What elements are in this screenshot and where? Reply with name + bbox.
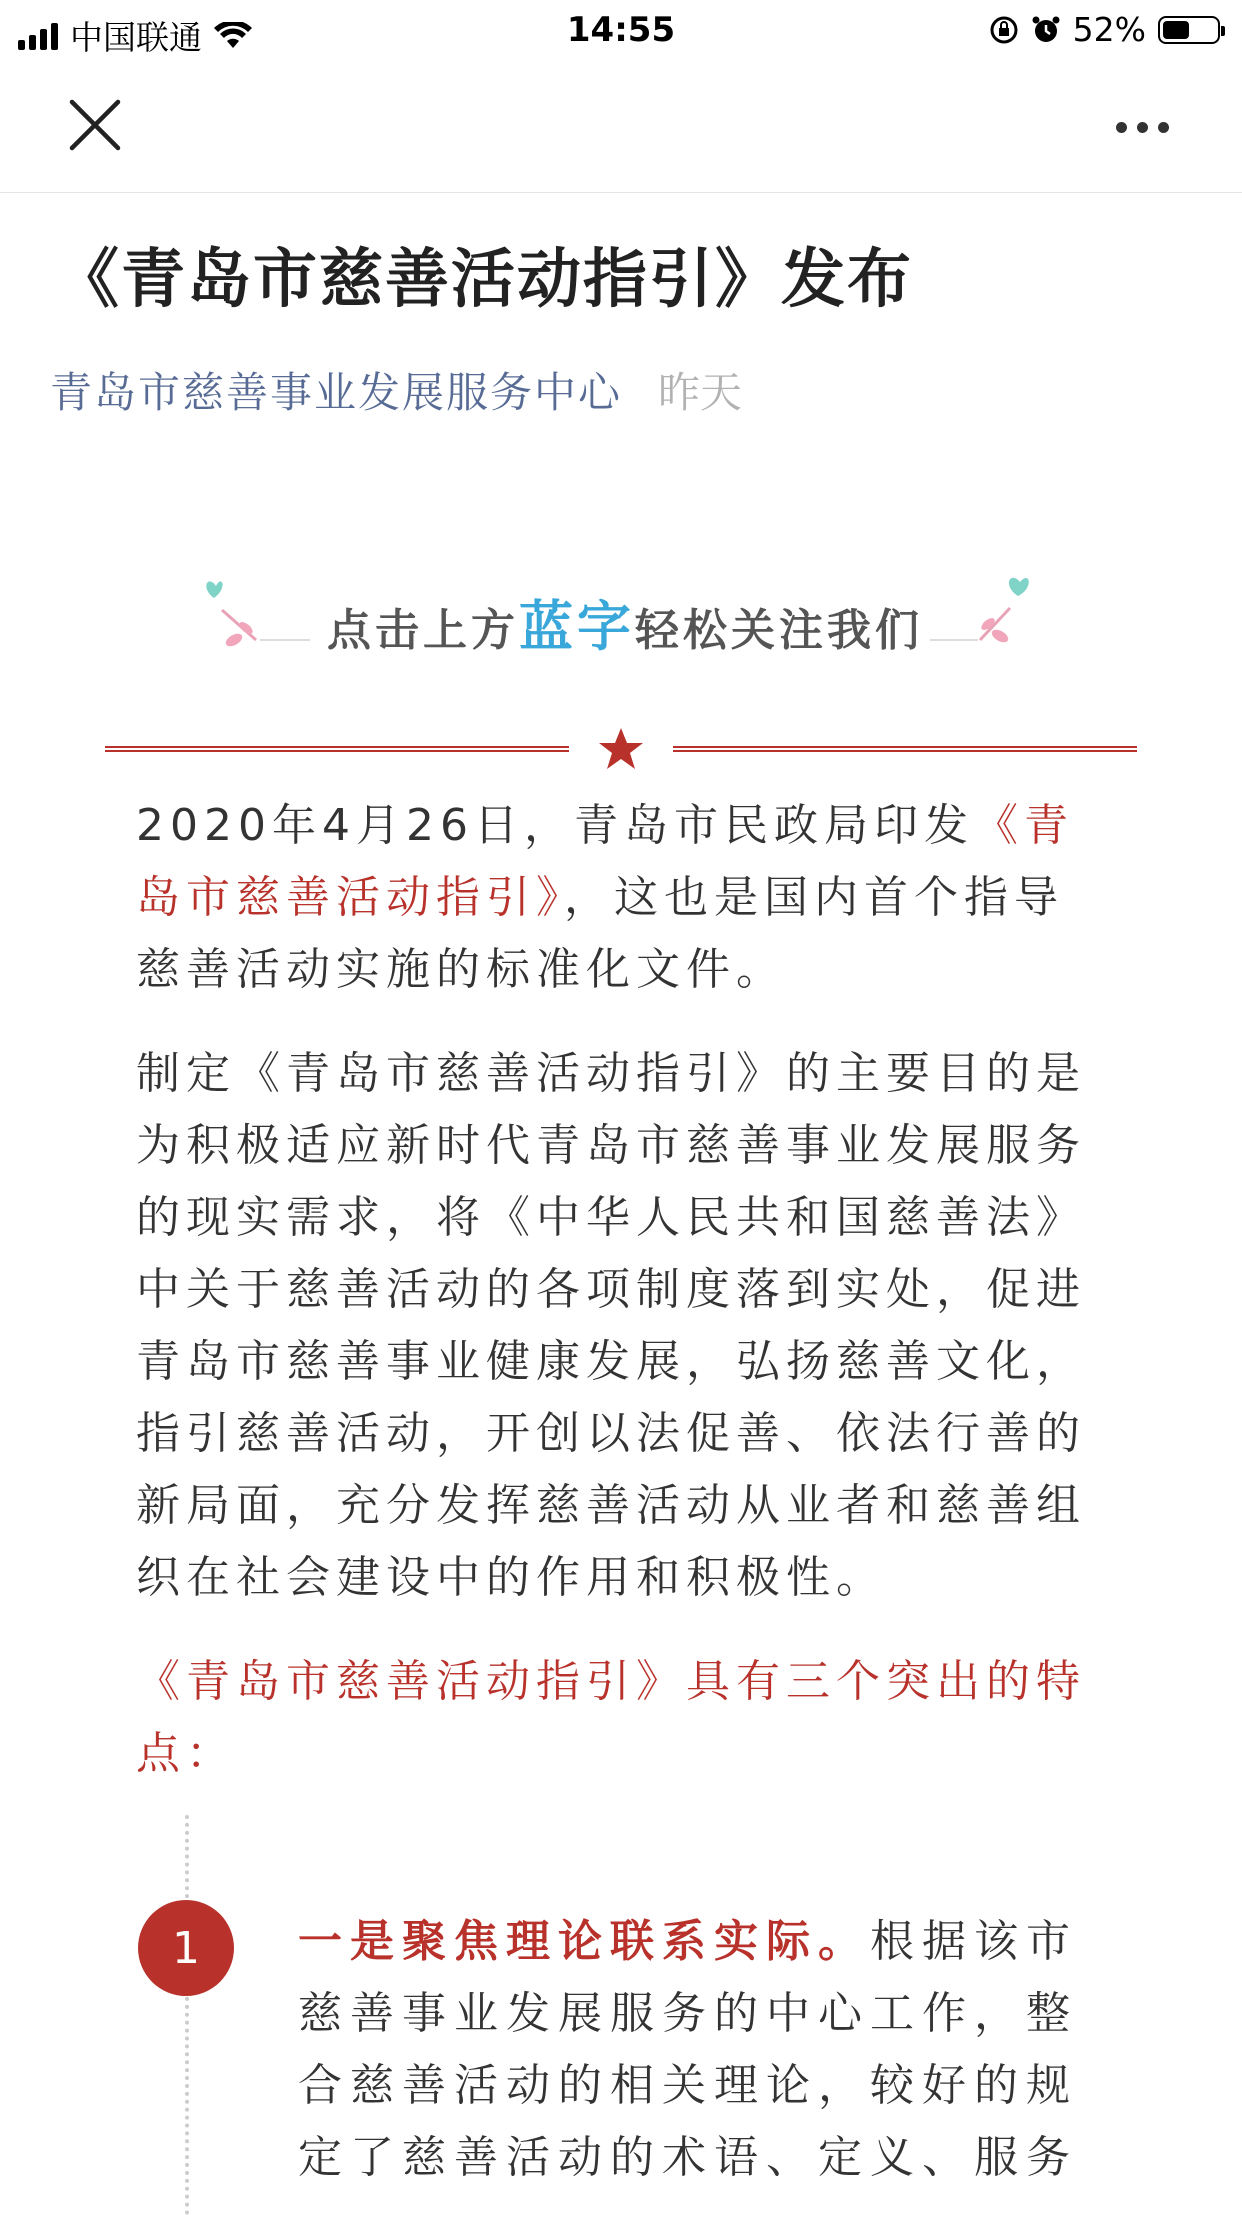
battery-percent: 52% xyxy=(1072,10,1146,49)
orientation-lock-icon xyxy=(989,15,1019,45)
p1-highlight: 《青岛市慈善活动指引》 xyxy=(136,800,1074,923)
follow-text-blue: 蓝字 xyxy=(519,595,635,658)
paragraph-2: 制定《青岛市慈善活动指引》的主要目的是为积极适应新时代青岛市慈善事业发展服务的现实需求，将《中华人民共和国慈善法》中关于慈善活动的各项制度落到实处，促进青岛市慈善事业健康发展，弘扬慈善文化，指引慈善活动，开创以法促善、依法行善的新局面，充分发挥慈善活动从业者和慈善组织在社会建设中的作用和积极性。 xyxy=(136,1048,1086,1603)
divider-line-right xyxy=(673,746,1137,752)
step-body: 根据该市慈善事业发展服务的中心工作，整合慈善活动的相关理论，较好的规定了慈善活动的术语、定义、服务 xyxy=(298,1916,1078,2183)
close-button[interactable] xyxy=(60,90,130,160)
more-icon xyxy=(1116,122,1127,133)
alarm-icon xyxy=(1031,15,1061,45)
article-body xyxy=(136,790,1104,1822)
publish-date: 昨天 xyxy=(658,368,743,417)
status-bar xyxy=(0,0,1242,62)
follow-text-before: 点击上方 xyxy=(327,605,519,656)
author-link[interactable]: 青岛市慈善事业发展服务中心 xyxy=(50,368,623,417)
more-button[interactable] xyxy=(1097,92,1187,162)
nav-bar xyxy=(0,62,1242,193)
paragraph-1 xyxy=(136,790,1104,1006)
follow-text xyxy=(320,584,930,661)
star-icon xyxy=(596,724,646,774)
divider-line-left xyxy=(105,746,569,752)
battery-icon xyxy=(1158,16,1220,44)
left-flower-icon xyxy=(200,570,310,660)
p1-text-b: ，这也是国内首个指导慈善活动实施的标准化文件。 xyxy=(136,872,1064,995)
battery-level xyxy=(1163,21,1189,39)
status-time: 14:55 xyxy=(566,10,676,50)
close-icon xyxy=(60,90,130,160)
step-title: 一是聚焦理论联系实际。 xyxy=(298,1916,870,1967)
article-meta xyxy=(50,360,742,420)
timeline-line xyxy=(185,1815,189,2215)
step-number-badge: 1 xyxy=(138,1900,234,1996)
paragraph-3: 《青岛市慈善活动指引》具有三个突出的特点： xyxy=(136,1656,1086,1779)
article-title: 《青岛市慈善活动指引》发布 xyxy=(55,243,913,317)
step-text xyxy=(298,1906,1106,2194)
carrier-label: 中国联通 xyxy=(70,18,202,57)
status-right xyxy=(989,10,1220,49)
p1-text-a: 2020年4月26日，青岛市民政局印发 xyxy=(136,800,974,851)
right-flower-icon xyxy=(930,570,1040,660)
section-divider xyxy=(105,730,1137,770)
follow-text-after: 轻松关注我们 xyxy=(635,605,923,656)
follow-banner xyxy=(200,570,1040,660)
